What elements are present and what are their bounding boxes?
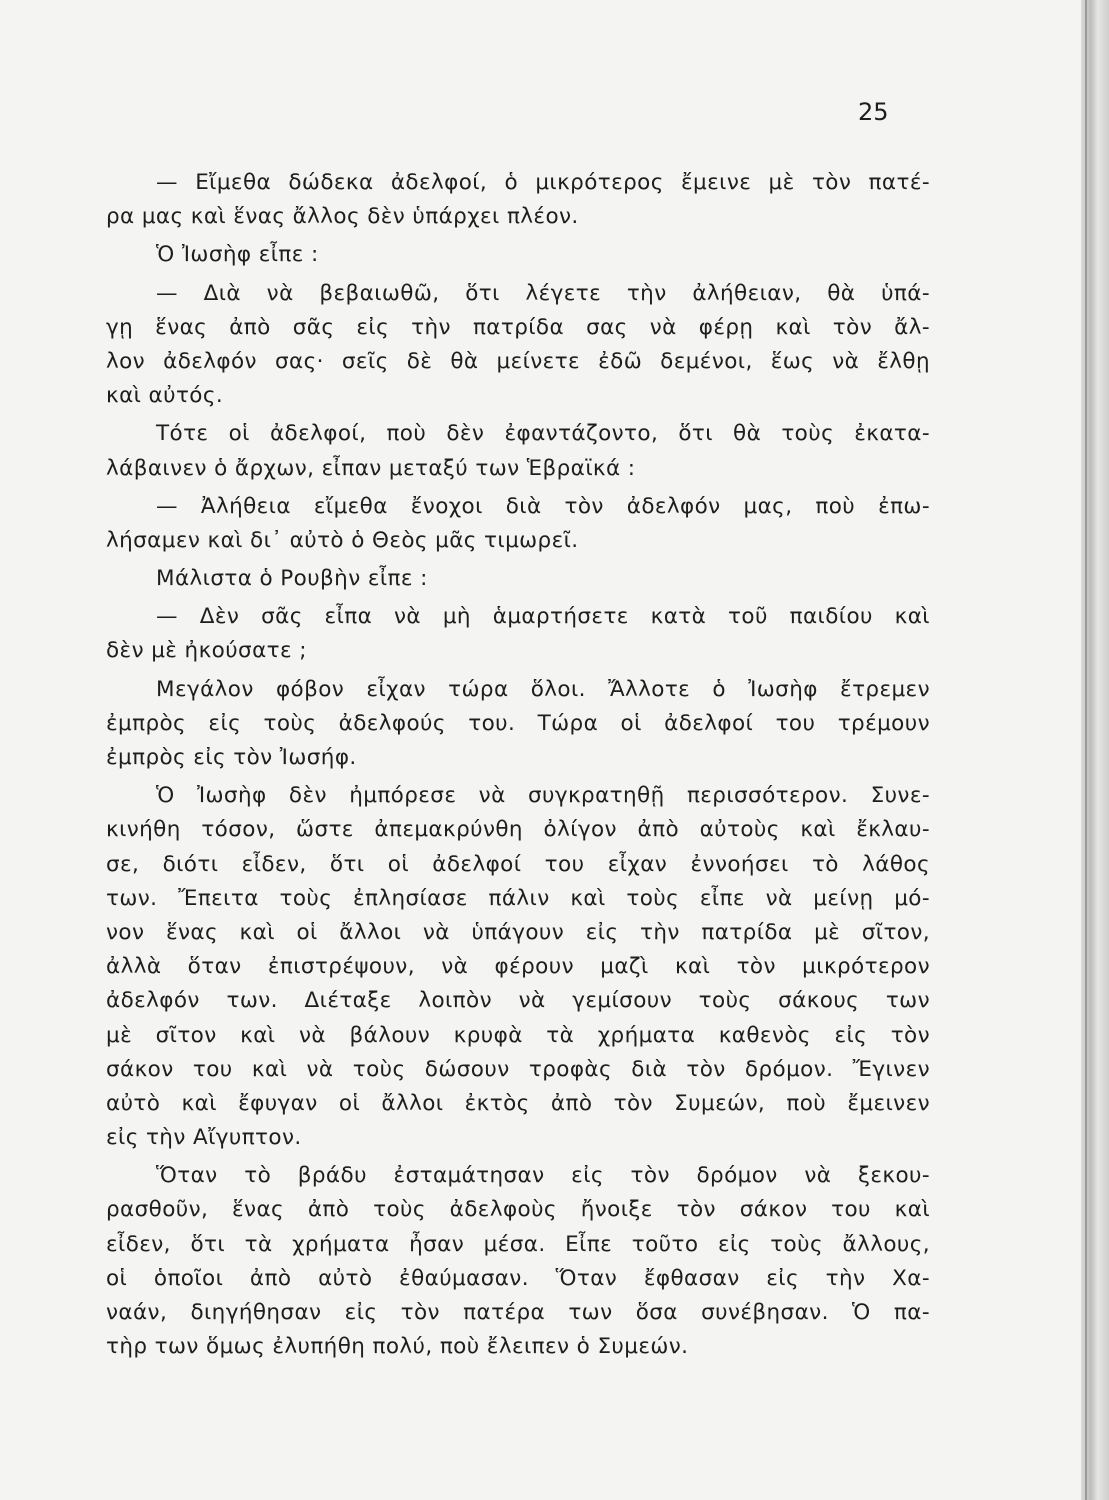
text-line: ἀλλὰ ὅταν ἐπιστρέψουν, νὰ φέρουν μαζὶ καὶ τὸν μικρότερον <box>106 954 930 980</box>
text-line: δὲν μὲ ἠκούσατε ; <box>106 638 307 664</box>
page-edge-line <box>1085 0 1087 1500</box>
text-line: των. Ἔπειτα τοὺς ἐπλησίασε πάλιν καὶ τοὺς εἶπε νὰ μείνῃ μό- <box>106 885 930 911</box>
text-line: εἰς τὴν Αἴγυπτον. <box>106 1125 302 1151</box>
text-line: ἐμπρὸς εἰς τὸν Ἰωσήφ. <box>106 745 357 770</box>
text-line: — Ἀλήθεια εἴμεθα ἔνοχοι διὰ τὸν ἀδελφόν μας, ποὺ ἐπω- <box>156 493 930 519</box>
text-line: σάκον του καὶ νὰ τοὺς δώσουν τροφὰς διὰ τὸν δρόμον. Ἔγινεν <box>106 1056 930 1082</box>
text-line: Ὁ Ἰωσὴφ εἶπε : <box>156 242 319 268</box>
text-line: Μεγάλον φόβον εἶχαν τώρα ὅλοι. Ἄλλοτε ὁ Ἰωσὴφ ἔτρεμεν <box>156 676 930 702</box>
text-line: σε, διότι εἶδεν, ὅτι οἱ ἀδελφοί του εἶχαν ἐννοήσει τὸ λάθος <box>106 851 930 877</box>
text-line: λήσαμεν καὶ δι᾽ αὐτὸ ὁ Θεὸς μᾶς τιμωρεῖ. <box>106 527 579 553</box>
text-line: ἐμπρὸς εἰς τοὺς ἀδελφούς του. Τώρα οἱ ἀδελφοί του τρέμουν <box>106 710 930 736</box>
text-line: ἀδελφόν των. Διέταξε λοιπὸν νὰ γεμίσουν τοὺς σάκους των <box>106 988 930 1014</box>
page-number: 25 <box>858 98 889 126</box>
text-line: νον ἕνας καὶ οἱ ἄλλοι νὰ ὑπάγουν εἰς τὴν πατρίδα μὲ σῖτον, <box>106 919 930 945</box>
text-line: οἱ ὁποῖοι ἀπὸ αὐτὸ ἐθαύμασαν. Ὅταν ἔφθασαν εἰς τὴν Χα- <box>106 1265 930 1291</box>
text-line: αὐτὸ καὶ ἔφυγαν οἱ ἄλλοι ἐκτὸς ἀπὸ τὸν Συμεών, ποὺ ἔμεινεν <box>106 1090 930 1116</box>
text-line: Ὁ Ἰωσὴφ δὲν ἠμπόρεσε νὰ συγκρατηθῇ περισσότερον. Συνε- <box>156 783 930 809</box>
text-line: — Δὲν σᾶς εἶπα νὰ μὴ ἁμαρτήσετε κατὰ τοῦ παιδίου καὶ <box>156 604 930 630</box>
text-line: τὴρ των ὅμως ἐλυπήθη πολύ, ποὺ ἔλειπεν ὁ Συμεών. <box>106 1334 689 1360</box>
text-line: Μάλιστα ὁ Ρουβὴν εἶπε : <box>156 566 428 592</box>
text-line: λάβαινεν ὁ ἄρχων, εἶπαν μεταξύ των Ἑβραϊκά : <box>106 455 636 481</box>
text-line: καὶ αὐτός. <box>106 383 224 409</box>
text-line: εἶδεν, ὅτι τὰ χρήματα ἦσαν μέσα. Εἶπε τοῦτο εἰς τοὺς ἄλλους, <box>106 1231 930 1257</box>
text-line: Ὅταν τὸ βράδυ ἐσταμάτησαν εἰς τὸν δρόμον νὰ ξεκου- <box>156 1163 930 1189</box>
text-line: μὲ σῖτον καὶ νὰ βάλουν κρυφὰ τὰ χρήματα καθενὸς εἰς τὸν <box>106 1022 930 1048</box>
text-line: — Εἴμεθα δώδεκα ἀδελφοί, ὁ μικρότερος ἔμεινε μὲ τὸν πατέ- <box>156 170 930 195</box>
text-line: — Διὰ νὰ βεβαιωθῶ, ὅτι λέγετε τὴν ἀλήθειαν, θὰ ὑπά- <box>156 280 930 306</box>
text-line: ναάν, διηγήθησαν εἰς τὸν πατέρα των ὅσα συνέβησαν. Ὁ πα- <box>106 1300 930 1325</box>
text-line: Τότε οἱ ἀδελφοί, ποὺ δὲν ἐφαντάζοντο, ὅτι θὰ τοὺς ἐκατα- <box>156 421 930 447</box>
text-line: γῃ ἕνας ἀπὸ σᾶς εἰς τὴν πατρίδα σας νὰ φέρῃ καὶ τὸν ἄλ- <box>106 314 930 340</box>
text-line: λον ἀδελφόν σας· σεῖς δὲ θὰ μείνετε ἐδῶ δεμένοι, ἕως νὰ ἔλθῃ <box>106 348 930 374</box>
text-line: ρασθοῦν, ἕνας ἀπὸ τοὺς ἀδελφοὺς ἤνοιξε τὸν σάκον του καὶ <box>106 1197 930 1223</box>
body-text <box>106 166 930 1364</box>
text-line: ρα μας καὶ ἕνας ἄλλος δὲν ὑπάρχει πλέον. <box>106 204 579 230</box>
text-line: κινήθη τόσον, ὥστε ἀπεμακρύνθη ὀλίγον ἀπὸ αὐτοὺς καὶ ἔκλαυ- <box>106 817 930 843</box>
